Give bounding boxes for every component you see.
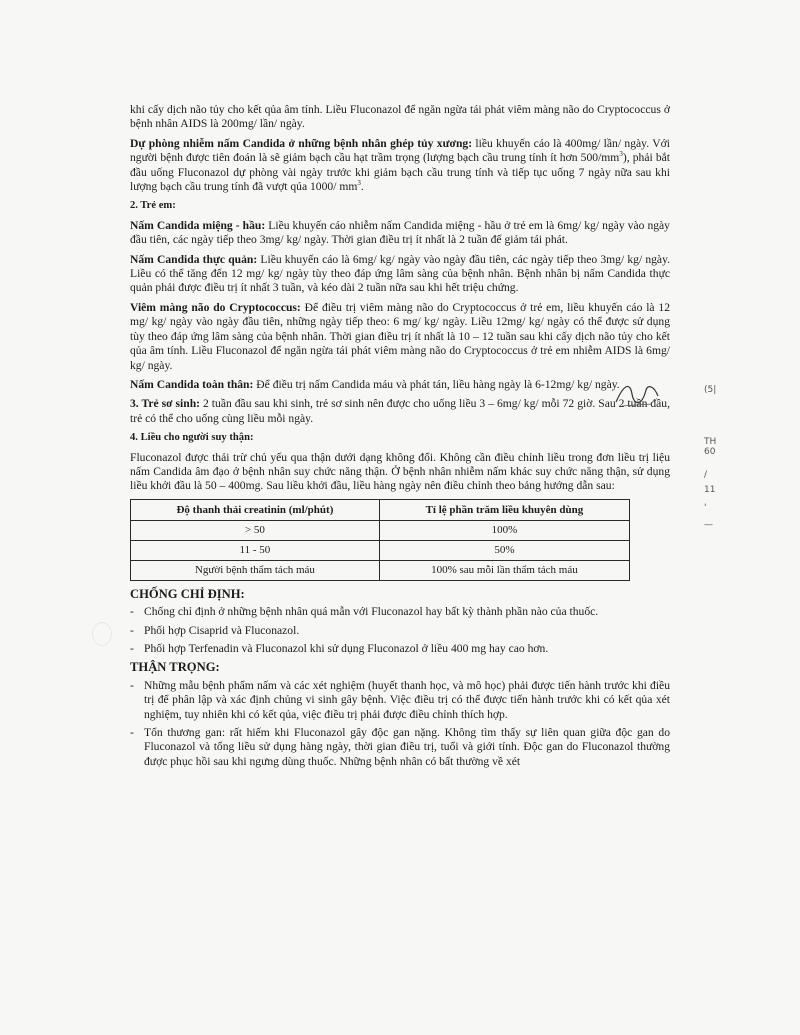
paragraph-cryptococcal-meningitis <box>130 301 670 373</box>
paragraph-meningitis-end: khi cấy dịch não tủy cho kết qủa âm tính. Liều Fluconazol để ngăn ngừa tái phát viêm màng não do Cryptococcus ở bệnh nhân AIDS là 200mg/ lần/ ngày. <box>130 103 670 131</box>
table-row <box>131 560 630 580</box>
precautions-heading: THẬN TRỌNG: <box>130 660 220 675</box>
margin-mark: ' <box>704 503 707 513</box>
oral-candida-text: Liều khuyến cáo nhiễm nấm Candida miệng - hầu ở trẻ em là 6mg/ kg/ ngày vào ngày đầu tiên, các ngày tiếp theo 3mg/ kg/ ngày. Thời gian điều trị ít nhất là 2 tuần để giảm tái phát. <box>130 218 670 247</box>
bone-marrow-end: . <box>360 180 364 194</box>
paragraph-esophageal-candida <box>130 253 670 296</box>
esophageal-candida-text: Liều khuyến cáo là 6mg/ kg/ ngày vào ngày đầu tiên, các ngày tiếp theo 3mg/ kg/ ngày. Liều có thể tăng đến 12 mg/ kg/ ngày tùy theo đáp ứng lâm sàng của bệnh nhân. Bệnh nhân bị nấm Candida thực quản phải được điều trị ít nhất 3 tuần, và kéo dài 2 tuần nữa sau khi hết triệu chứng. <box>130 252 671 295</box>
table-cell: 11 - 50 <box>131 540 380 560</box>
signature-mark <box>612 376 662 410</box>
neonates-heading: 3. Trẻ sơ sinh: <box>130 397 201 411</box>
table-cell: 100% <box>379 520 629 540</box>
list-item: - Phối hợp Cisaprid và Fluconazol. <box>130 624 670 638</box>
list-item: - Phối hợp Terfenadin và Fluconazol khi sử dụng Fluconazol ở liều 400 mg hay cao hơn. <box>130 642 670 656</box>
bone-marrow-heading: Dự phòng nhiễm nấm Candida ở những bệnh nhân ghép tủy xương: <box>130 136 473 150</box>
list-item: - Chống chỉ định ở những bệnh nhân quá mẫn với Fluconazol hay bất kỳ thành phần nào của thuốc. <box>130 605 670 619</box>
contraindications-heading: CHỐNG CHỈ ĐỊNH: <box>130 586 245 601</box>
table-row <box>131 540 630 560</box>
systemic-candida-text: Để điều trị nấm Candida máu và phát tán, liều hàng ngày là 6-12mg/ kg/ ngày. <box>253 377 620 391</box>
paragraph-renal: Fluconazol được thải trừ chủ yếu qua thận dưới dạng không đổi. Không cần điều chỉnh liều trong đơn liều trị liệu nấm Candida âm đạo ở bệnh nhân suy chức năng thận. Ở bệnh nhân nhiễm nấm khác suy chức năng thận, sử dụng liều khởi đầu là 50 – 400mg. Sau liều khởi đầu, liều hàng ngày nên điều chỉnh theo bảng hướng dẫn sau: <box>130 450 670 493</box>
neonates-text: 2 tuần đầu sau khi sinh, trẻ sơ sinh nên được cho uống liều 3 – 6mg/ kg/ mỗi 72 giờ. Sau 2 tuần đầu, trẻ có thể cho uống cùng liều mỗi ngày. <box>130 397 670 425</box>
table-row <box>131 520 630 540</box>
paragraph-neonates <box>130 397 670 426</box>
list-item: - Tổn thương gan: rất hiếm khi Fluconazol gây độc gan nặng. Không tìm thấy sự liên quan giữa độc gan do Fluconazol và tổng liều sử dụng hàng ngày, thời gian điều trị, tuổi và giới tính. Độc gan do Fluconazol thường được phục hồi sau khi ngưng dùng thuốc. Những bệnh nhân có bất thường về xét <box>130 726 670 769</box>
table-cell: > 50 <box>131 520 380 540</box>
esophageal-candida-heading: Nấm Candida thực quản: <box>130 252 258 266</box>
paragraph-bone-marrow-prophylaxis <box>130 137 670 195</box>
paragraph-systemic-candida <box>130 378 670 392</box>
margin-mark: 11 <box>704 485 716 495</box>
renal-dosing-table <box>130 499 630 581</box>
margin-mark: / <box>704 470 708 480</box>
margin-mark: (5| <box>704 385 717 395</box>
table-header-cell: Tỉ lệ phần trăm liều khuyên dùng <box>379 499 629 520</box>
margin-mark: 60 <box>704 447 716 457</box>
section-children-heading: 2. Trẻ em: <box>130 200 176 212</box>
cryptococcal-text: Để điều trị viêm màng não do Cryptococcus ở trẻ em, liều khuyến cáo là 12 mg/ kg/ ngày vào ngày đầu tiên, những ngày tiếp theo: 6 mg/ kg/ ngày. Liều 12mg/ kg/ ngày có thể được sử dụng tùy theo đáp ứng lâm sàng của bệnh nhân. Thời gian điều trị ít nhất là 10 – 12 tuần sau khi cấy dịch não tủy cho kết qủa âm tính. Liều Fluconazol để ngăn ngừa tái phát viêm màng não do Cryptococcus ở trẻ em nhiễm AIDS là 6mg/ kg/ ngày. <box>130 300 670 372</box>
margin-annotations <box>702 385 726 600</box>
table-cell: 50% <box>379 540 629 560</box>
table-header-row <box>131 499 630 520</box>
bone-marrow-text-b: ), phải bắt đầu uống Fluconazol dự phòng vài ngày trước khi giảm bạch cầu trung tính và tiếp tục uống 7 ngày nữa sau khi lượng bạch cầu trung tính đã vượt qúa 1000/ mm <box>130 151 670 194</box>
table-cell: 100% sau mỗi lần thẩm tách máu <box>379 560 629 580</box>
section-renal-heading: 4. Liều cho người suy thận: <box>130 432 254 444</box>
systemic-candida-heading: Nấm Candida toàn thân: <box>130 377 254 391</box>
table-cell: Người bệnh thẩm tách máu <box>131 560 380 580</box>
bone-marrow-text-a: liều khuyến cáo là 400mg/ lần/ ngày. Với người bệnh được tiên đoán là sẽ giảm bạch cầu hạt trầm trọng (lượng bạch cầu trung tính ít hơn 500/mm <box>130 136 670 165</box>
cryptococcal-heading: Viêm màng não do Cryptococcus: <box>130 300 301 314</box>
hole-punch-mark <box>92 622 112 646</box>
superscript-3a: 3 <box>619 150 623 159</box>
document-page <box>130 103 670 773</box>
table-header-cell: Độ thanh thải creatinin (ml/phút) <box>131 499 380 520</box>
paragraph-oral-candida <box>130 219 670 248</box>
margin-mark: TH <box>704 437 717 447</box>
oral-candida-heading: Nấm Candida miệng - hầu: <box>130 218 266 232</box>
margin-mark: — <box>704 520 713 530</box>
superscript-3b: 3 <box>357 179 361 188</box>
list-item: - Những mẫu bệnh phẩm nấm và các xét nghiệm (huyết thanh học, và mô học) phải được tiến hành trước khi điều trị để phân lập và xác định chủng vi sinh gây bệnh. Việc điều trị có thể được tiến hành trước khi có kết qủa xét nghiệm, tuy nhiên khi có kết qủa, việc điều trị phải được điều chỉnh thích hợp. <box>130 679 670 722</box>
